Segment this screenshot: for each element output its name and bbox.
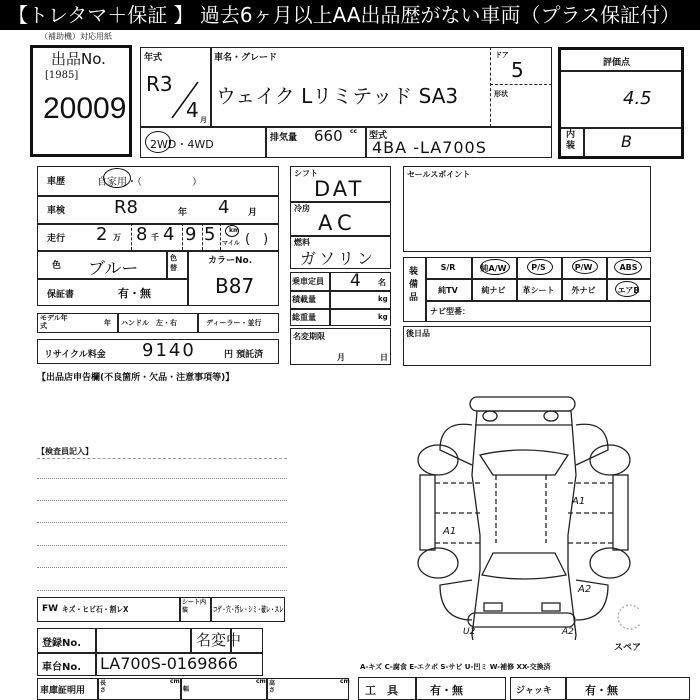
chassis-number: LA700S-0169866 xyxy=(100,654,238,673)
color-value: ブルー xyxy=(88,259,139,279)
inspection-year: R8 xyxy=(114,197,138,218)
lot-label: 出品No. xyxy=(51,50,106,68)
damage-legend: A-キズ C-腐食 E-エクボ S-サビ U-凹ミ W-補修 XX-交換済 xyxy=(360,663,551,671)
damage-mark: A2 xyxy=(562,627,574,637)
color-number: B87 xyxy=(215,274,255,298)
recycle-fee: 9140 xyxy=(142,340,196,361)
later-items-box xyxy=(403,326,651,366)
lot-box xyxy=(30,45,132,157)
model-code: 4BA -LA700S xyxy=(372,138,487,157)
drive-type: 2WD・4WD xyxy=(150,138,214,151)
door-count: 5 xyxy=(511,58,524,82)
lot-sub: [1985] xyxy=(45,70,79,81)
registration-value: 名変中 xyxy=(196,631,242,649)
car-name: ウェイク Lリミテッド SA3 xyxy=(216,84,459,108)
tools-value: 有・無 xyxy=(430,684,463,697)
name-label: 車名・グレード xyxy=(214,53,278,63)
damage-mark: A1 xyxy=(572,496,586,507)
damage-mark: U2 xyxy=(463,627,476,637)
header-banner: 【トレタマ＋保証 】 過去6ヶ月以上AA出品歴がない車両（プラス保証付） xyxy=(0,0,700,30)
warranty-value: 有・無 xyxy=(118,287,151,300)
interior-score: B xyxy=(621,132,632,151)
jack-value: 有・無 xyxy=(585,684,618,697)
history-value: 自家用・（ ） xyxy=(97,177,202,188)
drive-circle xyxy=(145,131,171,153)
damage-mark: A1 xyxy=(443,526,457,537)
form-subtitle: （補助機）対応用紙 xyxy=(40,32,112,41)
month-value: 4 xyxy=(186,98,199,122)
inspection-month: 4 xyxy=(218,197,230,218)
damage-mark: A2 xyxy=(578,584,592,595)
ac-value: AC xyxy=(318,211,357,235)
capacity-value: 4 xyxy=(350,271,361,291)
displacement: 660 xyxy=(314,127,343,145)
car-damage-diagram xyxy=(400,385,640,640)
inspector-label: 【検査員記入】 xyxy=(37,447,93,456)
lot-number: 20009 xyxy=(43,92,127,125)
year-label: 年式 xyxy=(144,53,163,63)
declaration-label: 【出品店申告欄(不良箇所・欠品・注意事項等)】 xyxy=(37,373,235,383)
shift-value: DAT xyxy=(314,177,365,201)
fuel-value: ガソリン xyxy=(300,249,377,268)
score-box: 評価点 4.5 内装 B xyxy=(558,47,684,159)
spare-label: スペア xyxy=(614,643,642,653)
mileage-value: 5 xyxy=(204,224,216,245)
year-value: R3 xyxy=(146,72,173,96)
score-value: 4.5 xyxy=(623,88,652,109)
